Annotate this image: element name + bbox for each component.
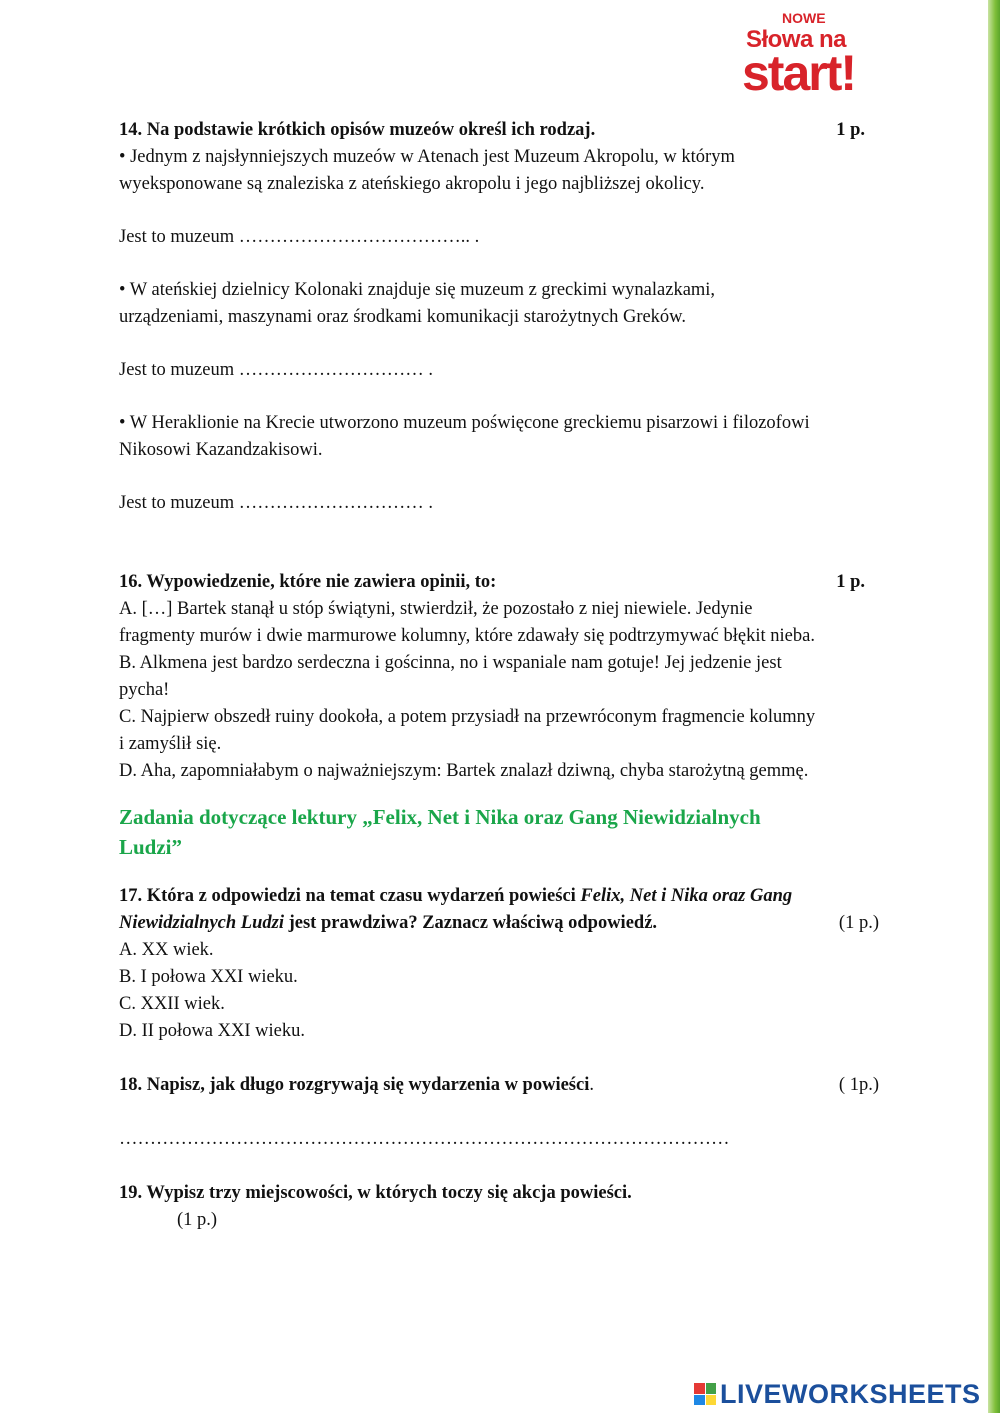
liveworksheets-logo-icon: [694, 1383, 716, 1405]
q17-title-italic-1: Felix, Net i Nika oraz Gang: [580, 886, 793, 906]
q17-option-c[interactable]: C. XXII wiek.: [119, 994, 225, 1014]
section-heading-line1: Zadania dotyczące lektury „Felix, Net i Nika oraz Gang Niewidzialnych: [119, 805, 761, 829]
q17-title-line2-text: [119, 910, 657, 937]
q14-answer1-blank[interactable]: Jest to muzeum ……………………………….. .: [119, 227, 480, 247]
liveworksheets-footer: [694, 1374, 981, 1414]
q17-title-part-a: 17. Która z odpowiedzi na temat czasu wydarzeń powieści: [119, 886, 581, 906]
logo-line-slowa: Słowa na: [746, 26, 847, 53]
logo-line-nowe: NOWE: [782, 10, 826, 26]
publisher-logo: [740, 8, 870, 100]
q17-title-italic-2: Niewidzialnych Ludzi: [119, 913, 284, 933]
q16-option-c-line2[interactable]: i zamyślił się.: [119, 734, 222, 754]
q16-option-b-line2[interactable]: pycha!: [119, 680, 170, 700]
question-16-title: 16. Wypowiedzenie, które nie zawiera opinii, to:: [119, 572, 497, 592]
question-16-points: 1 p.: [836, 572, 865, 592]
q14-answer2-blank[interactable]: Jest to muzeum ………………………… .: [119, 360, 433, 380]
question-16-header: [119, 569, 879, 596]
q17-title-part-b: jest prawdziwa? Zaznacz właściwą odpowiedź.: [283, 913, 658, 933]
question-17-title-line1: [119, 883, 879, 910]
question-19: [119, 1180, 879, 1234]
question-17-title-line2: [119, 910, 879, 937]
question-17-points: (1 p.): [838, 913, 879, 933]
q17-option-b[interactable]: B. I połowa XXI wieku.: [119, 967, 298, 987]
q16-option-d[interactable]: D. Aha, zapomniałabym o najważniejszym: Bartek znalazł dziwną, chyba starożytną gemmę.: [119, 761, 809, 781]
q14-item3-line2: Nikosowi Kazandzakisowi.: [119, 440, 323, 460]
question-19-title: 19. Wypisz trzy miejscowości, w których toczy się akcja powieści.: [119, 1183, 632, 1203]
question-18-header: [119, 1072, 879, 1099]
question-18-period: .: [589, 1075, 594, 1095]
question-18-title-wrap: [119, 1072, 594, 1099]
q17-option-a[interactable]: A. XX wiek.: [119, 940, 214, 960]
question-14-title: 14. Na podstawie krótkich opisów muzeów określ ich rodzaj.: [119, 120, 596, 140]
right-edge-bar: [988, 0, 1000, 1413]
question-17: [119, 883, 879, 1045]
question-18: [119, 1072, 879, 1153]
question-16: [119, 569, 879, 785]
q16-option-b-line1[interactable]: B. Alkmena jest bardzo serdeczna i gościnna, no i wspaniale nam gotuje! Jej jedzenie jest: [119, 653, 782, 673]
question-18-points: ( 1p.): [838, 1075, 879, 1095]
liveworksheets-brand[interactable]: LIVEWORKSHEETS: [720, 1378, 981, 1409]
q14-item2-line2: urządzeniami, maszynami oraz środkami komunikacji starożytnych Greków.: [119, 307, 686, 327]
logo-line-start: start!: [742, 45, 856, 101]
question-14: [119, 117, 879, 517]
worksheet-content: [119, 117, 879, 1234]
q14-answer3-blank[interactable]: Jest to muzeum ………………………… .: [119, 493, 433, 513]
section-heading-line2: Ludzi”: [119, 835, 183, 859]
question-14-points: 1 p.: [836, 120, 865, 140]
q14-item1-line1: • Jednym z najsłynniejszych muzeów w Atenach jest Muzeum Akropolu, w którym: [119, 147, 735, 167]
question-18-title: 18. Napisz, jak długo rozgrywają się wydarzenia w powieści: [119, 1075, 590, 1095]
question-19-points: (1 p.): [177, 1210, 218, 1230]
q16-option-a-line1[interactable]: A. […] Bartek stanął u stóp świątyni, stwierdził, że pozostało z niej niewiele. Jedynie: [119, 599, 753, 619]
q14-item3-line1: • W Heraklionie na Krecie utworzono muzeum poświęcone greckiemu pisarzowi i filozofowi: [119, 413, 810, 433]
q16-option-c-line1[interactable]: C. Najpierw obszedł ruiny dookoła, a potem przysiadł na przewróconym fragmencie kolumny: [119, 707, 816, 727]
question-14-header: [119, 117, 879, 144]
q17-option-d[interactable]: D. II połowa XXI wieku.: [119, 1021, 305, 1041]
section-heading: [119, 802, 879, 862]
q18-answer-line[interactable]: ………………………………………………………………………………………: [119, 1129, 730, 1149]
q16-option-a-line2[interactable]: fragmenty murów i dwie marmurowe kolumny, które zdawały się podtrzymywać błękit nieba.: [119, 626, 815, 646]
q14-item2-line1: • W ateńskiej dzielnicy Kolonaki znajduje się muzeum z greckimi wynalazkami,: [119, 280, 716, 300]
q14-item1-line2: wyeksponowane są znaleziska z ateńskiego akropolu i jego najbliższej okolicy.: [119, 174, 705, 194]
